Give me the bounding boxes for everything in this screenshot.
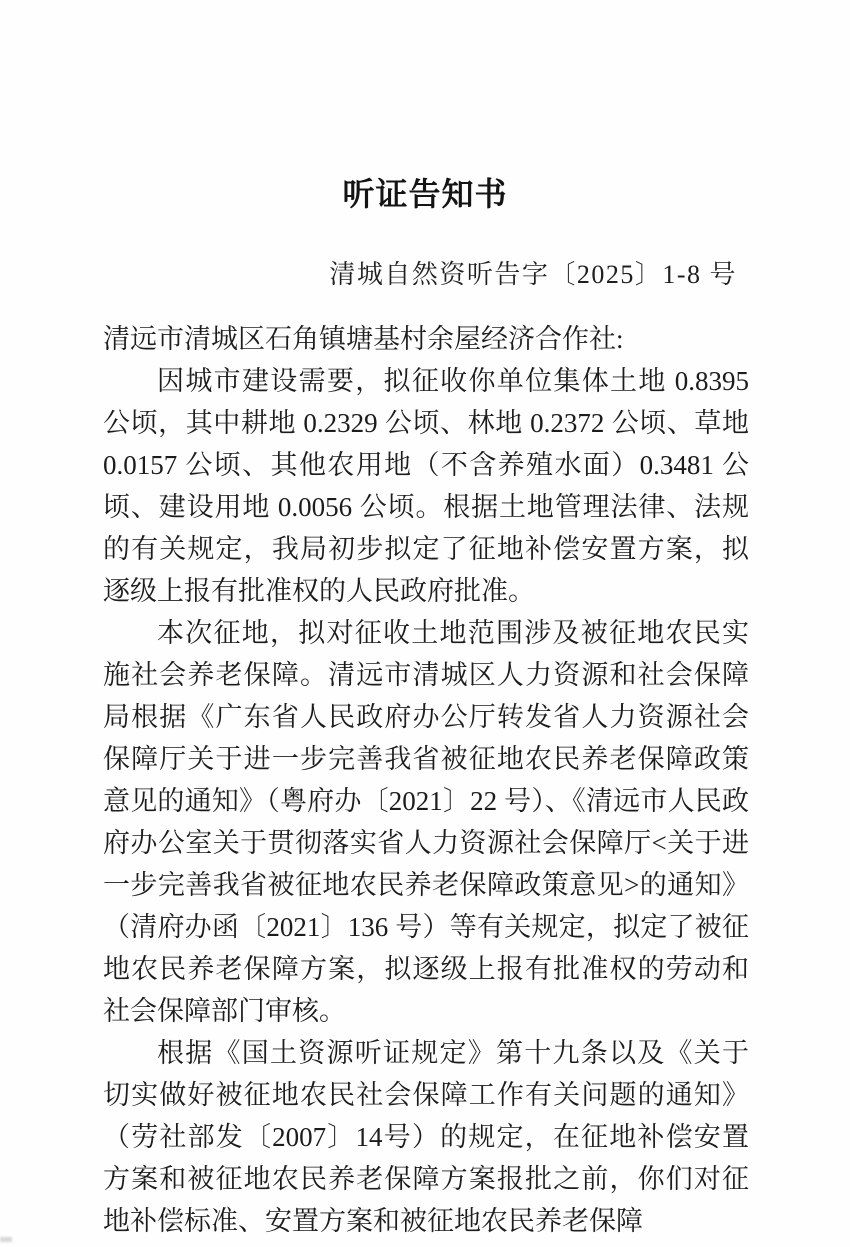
paragraph-hearing-rights: 根据《国土资源听证规定》第十九条以及《关于切实做好被征地农民社会保障工作有关问题的通知》（劳社部发〔2007〕14号）的规定，在征地补偿安置方案和被征地农民养老保障方案报批之前，你们对征地补偿标准、安置方案和被征地农民养老保障: [103, 1038, 749, 1236]
paragraph-pension-scheme: 本次征地，拟对征收土地范围涉及被征地农民实施社会养老保障。清远市清城区人力资源和社会保障局根据《广东省人民政府办公厅转发省人力资源社会保障厅关于进一步完善我省被征地农民养老保障政策意见的通知》（粤府办〔2021〕22 号）、《清远市人民政府办公室关于贯彻落实省人力资源社会保障厅<关于进一步完善我省被征地农民养老保障政策意见>的通知》（清府办函〔2021〕136 号）等有关规定，拟定了被征地农民养老保障方案，拟逐级上报有批准权的劳动和社会保障部门审核。: [103, 618, 749, 1026]
addressee-line: 清远市清城区石角镇塘基村余屋经济合作社:: [103, 324, 624, 354]
document-body: [103, 318, 749, 1242]
document-title: 听证告知书: [342, 176, 508, 212]
document-reference-number: 清城自然资听告字〔2025〕1-8 号: [329, 260, 737, 289]
paragraph-land-acquisition: 因城市建设需要，拟征收你单位集体土地 0.8395 公顷，其中耕地 0.2329 公顷、林地 0.2372 公顷、草地 0.0157 公顷、其他农用地（不含养殖水面）0.3481 公顷、建设用地 0.0056 公顷。根据土地管理法律、法规的有关规定，我局初步拟定了征地补偿安置方案，拟逐级上报有批准权的人民政府批准。: [103, 366, 749, 606]
scan-artifact: [0, 1237, 12, 1242]
